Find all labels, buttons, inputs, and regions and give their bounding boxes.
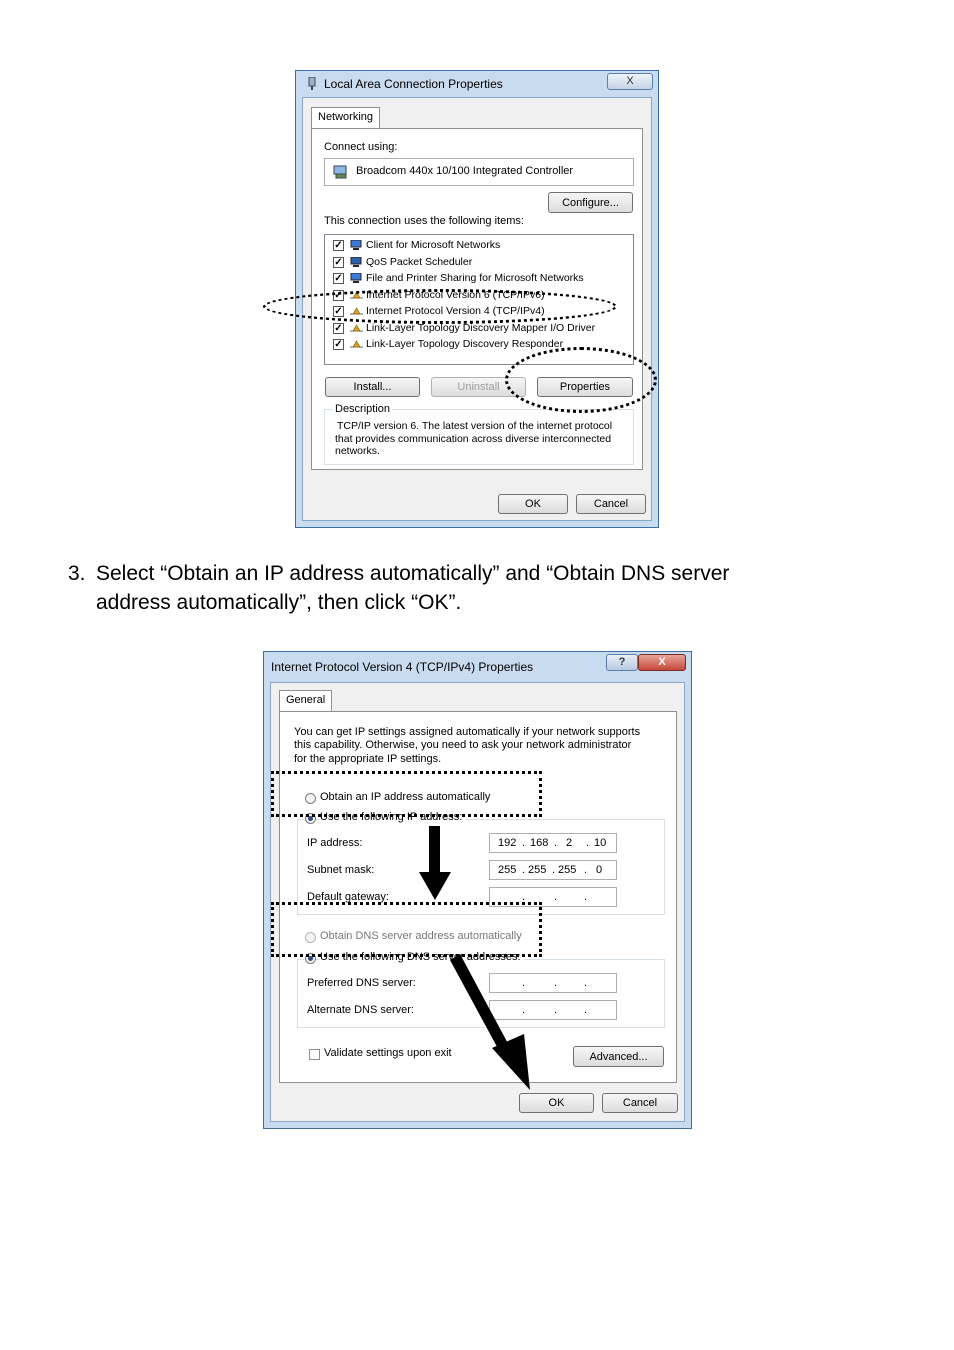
ip-sep-3: . [586, 837, 590, 849]
list-item[interactable] [325, 271, 631, 287]
ok-button[interactable]: OK [519, 1093, 594, 1113]
subnet-mask-label: Subnet mask: [307, 864, 375, 876]
item-label: File and Printer Sharing for Microsoft Networks [366, 272, 584, 284]
ip-address-field[interactable] [489, 833, 617, 853]
mask-octet-2: 255 [528, 864, 547, 876]
network-card-icon [333, 164, 349, 180]
step-number: 3. [68, 562, 86, 585]
adapter-box [324, 158, 634, 186]
item-label: Client for Microsoft Networks [366, 239, 501, 251]
mask-octet-4: 0 [596, 864, 603, 876]
protocol-icon [350, 323, 363, 334]
help-icon: ? [618, 656, 626, 668]
adapter-name: Broadcom 440x 10/100 Integrated Controller [356, 165, 574, 177]
advanced-button[interactable]: Advanced... [573, 1046, 664, 1067]
titlebar [296, 71, 658, 97]
item-label: Link-Layer Topology Discovery Responder [366, 338, 564, 350]
mask-sep-2: . [552, 864, 556, 876]
gw-sep-1: . [522, 891, 526, 903]
network-service-icon [350, 257, 363, 268]
item-label: Internet Protocol Version 6 (TCP/IPv6) [366, 288, 545, 301]
dialog-title: Internet Protocol Version 4 (TCP/IPv4) Properties [271, 660, 534, 674]
cancel-button[interactable]: Cancel [576, 494, 646, 514]
item-checkbox[interactable]: ✓ [334, 322, 343, 334]
item-checkbox[interactable]: ✓ [334, 273, 343, 284]
tab-label: Networking [318, 111, 374, 123]
description-line-3: networks. [335, 445, 380, 457]
adns-sep-3: . [584, 1004, 588, 1016]
ip-sep-1: . [522, 837, 526, 849]
item-label: Link-Layer Topology Discovery Mapper I/O Driver [366, 321, 596, 334]
properties-button[interactable]: Properties [537, 377, 633, 397]
tab-label: General [286, 694, 326, 706]
arrow-to-ok-icon [446, 954, 536, 1094]
ip-octet-4: 10 [594, 837, 607, 849]
step-line-1: Select “Obtain an IP address automatically” and “Obtain DNS server [96, 562, 730, 585]
step-line-2: address automatically”, then click “OK”. [96, 591, 462, 614]
radio-use-following-ip-label: Use the following IP address: [320, 811, 465, 823]
description-group [324, 403, 634, 465]
item-label: QoS Packet Scheduler [366, 255, 473, 268]
close-icon: X [658, 656, 666, 668]
preferred-dns-label: Preferred DNS server: [307, 977, 416, 989]
pdns-sep-2: . [554, 977, 558, 989]
intro-line-1: You can get IP settings assigned automatically if your network supports [294, 726, 641, 738]
default-gateway-label: Default gateway: [307, 891, 389, 903]
mask-sep-1: . [522, 864, 526, 876]
highlight-properties-ellipse [505, 347, 657, 413]
item-checkbox[interactable]: ✓ [334, 289, 343, 301]
mask-sep-3: . [584, 864, 588, 876]
item-checkbox[interactable]: ✓ [334, 339, 343, 350]
radio-obtain-ip-auto-label: Obtain an IP address automatically [320, 791, 491, 803]
highlight-obtain-ip-rect [271, 771, 542, 817]
subnet-mask-field[interactable] [489, 860, 617, 880]
ip-octet-3: 2 [566, 837, 573, 849]
ip-address-label: IP address: [307, 837, 363, 849]
network-adapter-icon [306, 77, 318, 91]
adns-sep-2: . [554, 1004, 558, 1016]
description-label: Description [335, 403, 391, 415]
ok-button[interactable]: OK [498, 494, 568, 514]
gw-sep-2: . [554, 891, 558, 903]
dialog-title: Local Area Connection Properties [324, 77, 503, 91]
connect-using-label: Connect using: [324, 141, 398, 153]
tab-networking[interactable] [311, 107, 380, 129]
close-button[interactable] [607, 73, 653, 90]
protocol-icon [350, 339, 363, 350]
validate-label: Validate settings upon exit [324, 1047, 452, 1059]
item-label: Internet Protocol Version 4 (TCP/IPv4) [366, 305, 545, 317]
items-label: This connection uses the following items: [324, 215, 524, 227]
configure-button[interactable]: Configure... [548, 192, 633, 213]
description-line-2: that provides communication across diverse interconnected [335, 433, 612, 445]
network-service-icon [350, 273, 363, 284]
highlight-obtain-dns-rect [271, 902, 542, 957]
mask-octet-3: 255 [558, 864, 577, 876]
tab-general[interactable] [279, 690, 332, 712]
item-checkbox[interactable]: ✓ [334, 256, 343, 268]
ip-octet-2: 168 [530, 837, 549, 849]
pdns-sep-1: . [522, 977, 526, 989]
network-service-icon [350, 240, 363, 251]
cancel-button[interactable]: Cancel [602, 1093, 678, 1113]
close-icon: X [626, 75, 634, 87]
help-button[interactable] [606, 654, 638, 671]
pdns-sep-3: . [584, 977, 588, 989]
arrow-down-icon [416, 826, 454, 902]
ip-octet-1: 192 [498, 837, 517, 849]
radio-use-following-dns-label: Use the following DNS server addresses: [320, 951, 524, 963]
radio-obtain-dns-auto-label: Obtain DNS server address automatically [320, 930, 522, 942]
description-line-1: TCP/IP version 6. The latest version of the internet protocol [337, 420, 613, 432]
ip-sep-2: . [554, 837, 558, 849]
mask-octet-1: 255 [498, 864, 517, 876]
install-button[interactable]: Install... [325, 377, 420, 397]
list-item[interactable] [325, 255, 631, 271]
highlight-ipv4-ellipse [263, 289, 617, 324]
intro-line-2: this capability. Otherwise, you need to ask your network administrator [294, 739, 632, 751]
list-item[interactable] [325, 238, 631, 254]
gw-sep-3: . [584, 891, 588, 903]
adns-sep-1: . [522, 1004, 526, 1016]
validate-checkbox[interactable] [309, 1049, 320, 1060]
intro-line-3: for the appropriate IP settings. [294, 753, 442, 765]
alternate-dns-label: Alternate DNS server: [307, 1004, 414, 1016]
close-button[interactable] [638, 654, 686, 671]
titlebar [264, 652, 691, 678]
item-checkbox[interactable]: ✓ [334, 306, 343, 317]
item-checkbox[interactable]: ✓ [334, 240, 343, 251]
uninstall-button[interactable]: Uninstall [431, 377, 526, 397]
